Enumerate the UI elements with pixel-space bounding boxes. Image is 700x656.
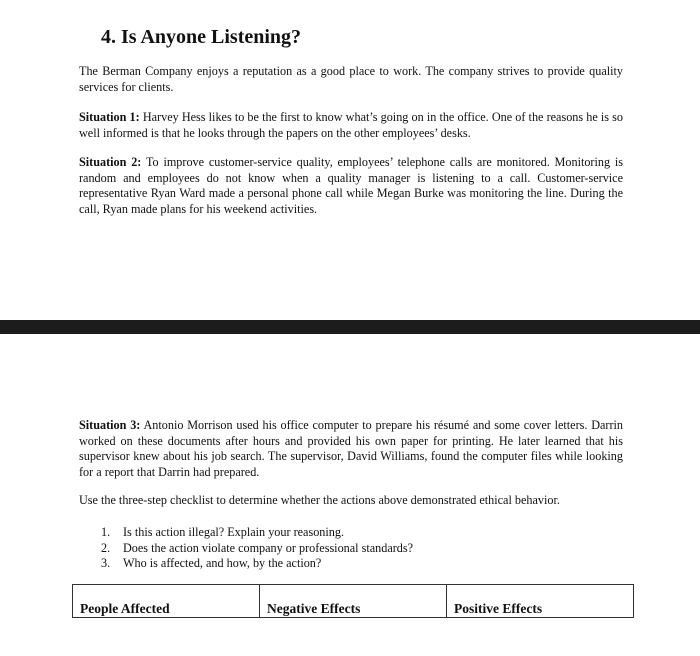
table-header-cell: [260, 585, 447, 617]
situation-2-text: To improve customer-service quality, employees’ telephone calls are monitored. Monitoring is random and employees do not know when a quality manager is listening to a call. Customer-service representative Ryan Ward made a personal phone call while Megan Burke was monitoring the line. During the call, Ryan made plans for his weekend activities.: [79, 155, 623, 216]
header-people-affected: People Affected: [80, 601, 170, 616]
intro-paragraph: The Berman Company enjoys a reputation as a good place to work. The company strives to provide quality services for clients.: [79, 64, 623, 94]
list-item: [101, 556, 413, 572]
situation-1-label: Situation 1:: [79, 110, 140, 124]
situation-2: [79, 155, 623, 217]
situation-3-text: Antonio Morrison used his office computer to prepare his résumé and some cover letters. Darrin worked on these documents after hours and provided his own paper for printing. He later learned that his supervisor knew about his job search. The supervisor, David Williams, found the computer files while looking for a report that Darrin had prepared.: [79, 418, 624, 479]
page-title: 4. Is Anyone Listening?: [101, 26, 302, 48]
checklist: [101, 525, 413, 572]
list-item-text: Does the action violate company or professional standards?: [123, 540, 414, 555]
list-item: [101, 541, 413, 557]
situation-2-label: Situation 2:: [79, 155, 142, 169]
list-item-number: 3.: [101, 556, 111, 570]
table-header-cell: [447, 585, 633, 617]
header-negative-effects: Negative Effects: [267, 601, 361, 616]
header-positive-effects: Positive Effects: [454, 601, 543, 616]
page-divider: [0, 320, 700, 334]
situation-3: [79, 418, 623, 480]
list-item-text: Is this action illegal? Explain your reasoning.: [123, 525, 345, 539]
list-item: [101, 525, 413, 541]
list-item-text: Who is affected, and how, by the action?: [123, 556, 322, 570]
list-item-number: 2.: [101, 540, 111, 555]
effects-table: [72, 584, 634, 618]
situation-1-text: Harvey Hess likes to be the first to know what’s going on in the office. One of the reasons he is so well informed is that he looks through the papers on the other employees’ desks.: [79, 110, 623, 140]
instruction-text: Use the three-step checklist to determine whether the actions above demonstrated ethical behavior.: [79, 493, 560, 507]
list-item-number: 1.: [101, 525, 111, 539]
table-header-cell: [73, 585, 260, 617]
situation-1: [79, 110, 623, 141]
situation-3-label: Situation 3:: [79, 418, 141, 432]
